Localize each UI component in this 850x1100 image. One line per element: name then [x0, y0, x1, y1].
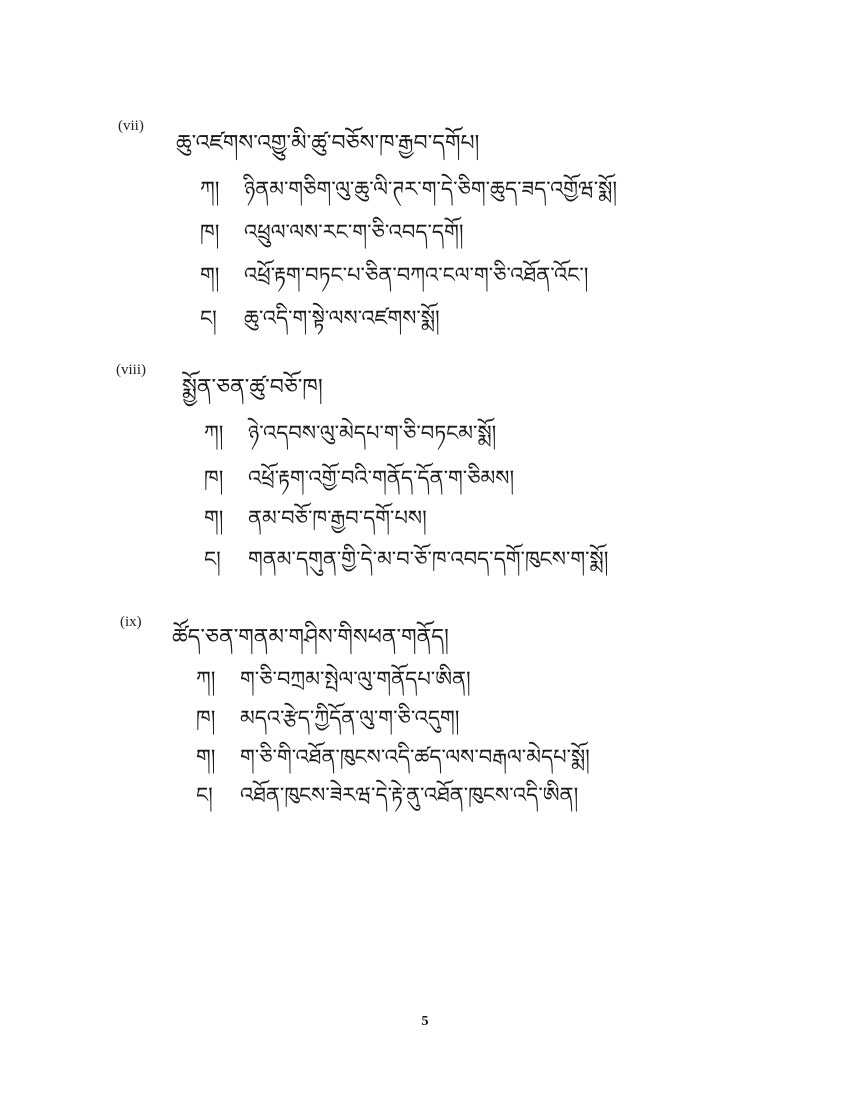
option-marker: ཀ། [200, 177, 220, 201]
question-number: (ix) [120, 614, 142, 630]
question-stem: ཚོད་ཅན་གནམ་གཤིས་གིསཕན་གནོད། [172, 625, 449, 650]
option-marker: ག། [200, 263, 220, 287]
option-text: ཉིནམ་གཅིག་ལུ་ཆུ་ལི་ཊར་ག་དེ་ཅིག་ཆུད་ཟད་འགྱོཝ་སྨོ། [244, 177, 617, 201]
option-nga [200, 295, 440, 354]
option-marker: ཀ། [204, 421, 224, 445]
question-stem: སྨྱོན་ཅན་ཚུ་བཅོ་ཁ། [182, 375, 323, 400]
option-text: ཆུ་འདི་ག་སྟེ་ལས་འཛགས་སྨོ། [244, 306, 440, 330]
option-marker: ང། [196, 783, 213, 807]
option-text: འཐོན་ཁུངས་ཟེརཝ་དེ་རྟེ་ནུ་འཐོན་ཁུངས་འདི་ཨིན། [240, 783, 579, 807]
option-text: གནམ་དགུན་གྱི་དེ་མ་བ་ཅོ་ཁ་འབད་དགོ་ཁུངས་ག་སྨོ། [248, 547, 609, 571]
option-text: ནམ་བཅོ་ཁ་རྒྱབ་དགོ་པས། [248, 506, 427, 530]
question-stem: ཆུ་འཛགས་འགྱུ་མི་ཚུ་བཅོས་ཁ་རྒྱབ་དགོཔ། [176, 131, 480, 156]
option-text: ག་ཅི་གི་འཐོན་ཁུངས་འདི་ཚད་ལས་བརྒལ་མེདཔ་སྨོ། [240, 745, 590, 769]
option-text: ག་ཅི་བཀྲམ་སྤེལ་ལུ་གནོདཔ་ཨིན། [240, 667, 471, 691]
option-marker: ཁ། [200, 220, 220, 244]
option-text: མདའ་རྩེད་ཀྱིདོན་ལུ་ག་ཅི་འདུག། [240, 706, 460, 730]
option-nga [204, 536, 608, 595]
page-number: 5 [421, 1014, 429, 1029]
option-text: འཕྲོ་རྟག་འགྱོ་བའི་གནོད་དོན་ག་ཅིམས། [248, 466, 515, 490]
option-nga [196, 772, 578, 831]
option-text: ཉེ་འདབས་ལུ་མེདཔ་ག་ཅི་བཏངམ་སྨོ། [248, 421, 497, 445]
option-marker: ག། [204, 506, 224, 530]
option-marker: ཁ། [204, 466, 224, 490]
option-marker: ཀ། [196, 667, 216, 691]
option-text: འཕྲོ་རྟག་བཏང་པ་ཅིན་བཀའ་ངལ་ག་ཅི་འཐོན་འོང་། [244, 263, 589, 287]
option-marker: ང། [204, 547, 221, 571]
question-number: (vii) [118, 118, 144, 134]
option-marker: ག། [196, 745, 216, 769]
question-number: (viii) [116, 362, 146, 378]
option-marker: ཁ། [196, 706, 216, 730]
option-text: འཕྲུལ་ལས་རང་ག་ཅི་འབད་དགོ། [244, 220, 464, 244]
option-marker: ང། [200, 306, 217, 330]
